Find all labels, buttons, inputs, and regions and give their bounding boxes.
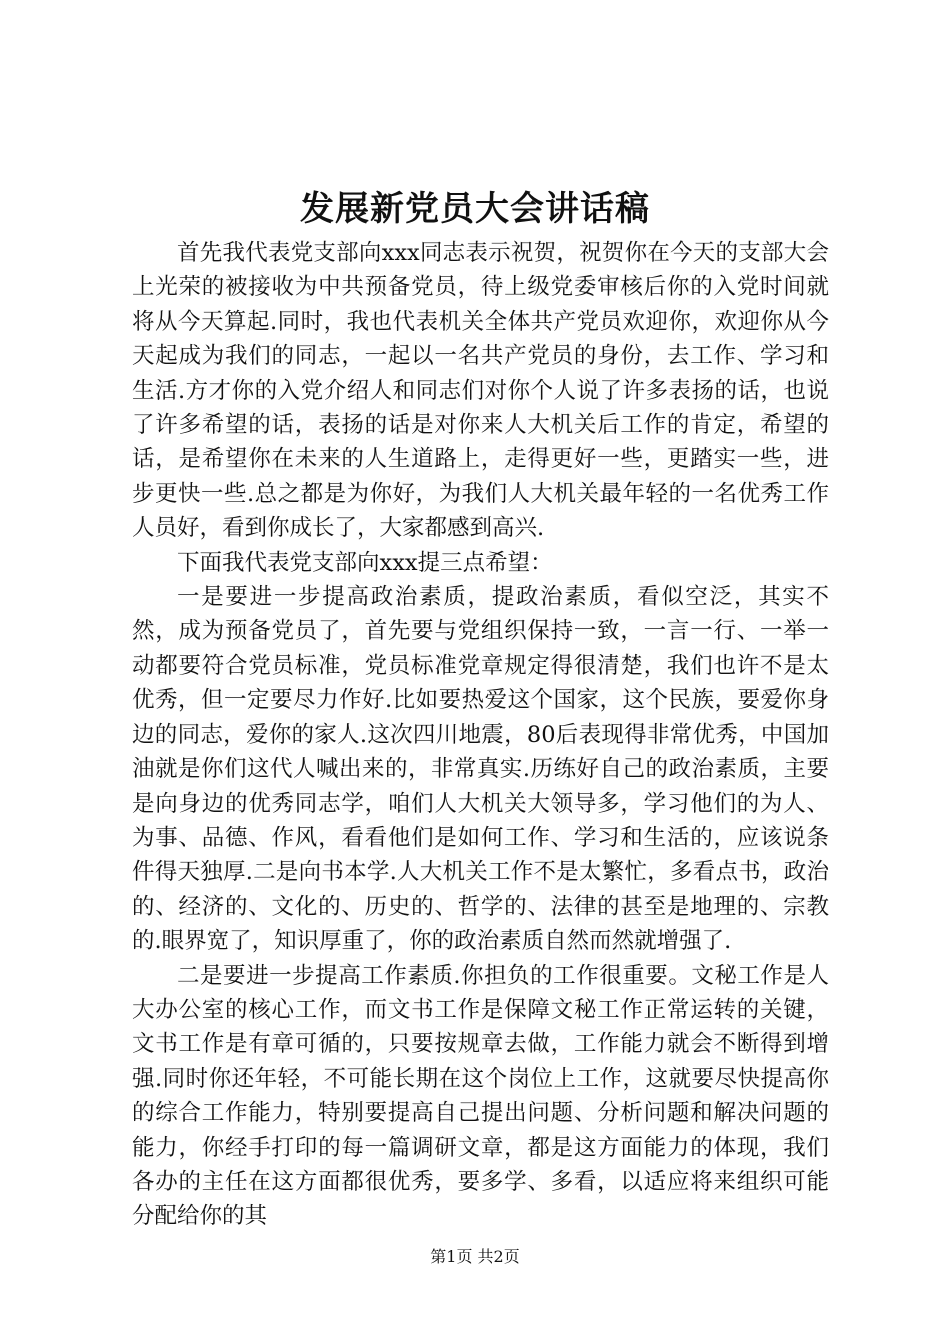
paragraph-1: 首先我代表党支部向xxx同志表示祝贺，祝贺你在今天的支部大会上光荣的被接收为中共预备党员，待上级党委审核后你的入党时间就将从今天算起.同时，我也代表机关全体共产党员欢迎你，欢迎你从今天起成为我们的同志，一起以一名共产党员的身份，去工作、学习和生活.方才你的入党介绍人和同志们对你个人说了许多表扬的话，也说了许多希望的话，表扬的话是对你来人大机关后工作的肯定，希望的话，是希望你在未来的人生道路上，走得更好一些，更踏实一些，进步更快一些.总之都是为你好，为我们人大机关最年轻的一名优秀工作人员好，看到你成长了，大家都感到高兴. [132,240,829,542]
paragraph-2: 下面我代表党支部向xxx提三点希望： [177,549,553,576]
page-number-footer: 第1页 共2页 [430,1247,520,1266]
paragraph-3: 一是要进一步提高政治素质，提政治素质，看似空泛，其实不然，成为预备党员了，首先要与党组织保持一致，一言一行、一举一动都要符合党员标准，党员标准党章规定得很清楚，我们也许不是太优秀，但一定要尽力作好.比如要热爱这个国家，这个民族，要爱你身边的同志，爱你的家人.这次四川地震，80后表现得非常优秀，中国加油就是你们这代人喊出来的，非常真实.历练好自己的政治素质，主要是向身边的优秀同志学，咱们人大机关大领导多，学习他们的为人、为事、品德、作风，看看他们是如何工作、学习和生活的，应该说条件得天独厚.二是向书本学.人大机关工作不是太繁忙，多看点书，政治的、经济的、文化的、历史的、哲学的、法律的甚至是地理的、宗教的.眼界宽了，知识厚重了，你的政治素质自然而然就增强了. [132,584,829,955]
document-body [132,236,829,1234]
document-title: 发展新党员大会讲话稿 [300,189,650,229]
paragraph-4: 二是要进一步提高工作素质.你担负的工作很重要。文秘工作是人大办公室的核心工作，而文书工作是保障文秘工作正常运转的关键，文书工作是有章可循的，只要按规章去做，工作能力就会不断得到增强.同时你还年轻，不可能长期在这个岗位上工作，这就要尽快提高你的综合工作能力，特别要提高自己提出问题、分析问题和解决问题的能力，你经手打印的每一篇调研文章，都是这方面能力的体现，我们各办的主任在这方面都很优秀，要多学、多看，以适应将来组织可能分配给你的其 [132,962,829,1230]
